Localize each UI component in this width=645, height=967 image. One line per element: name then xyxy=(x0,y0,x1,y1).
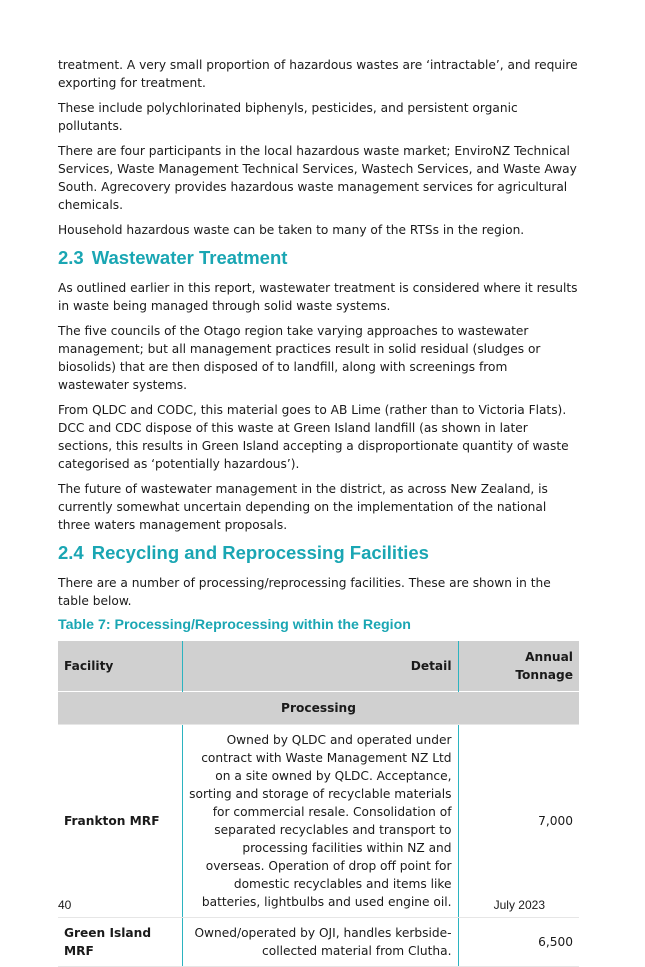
paragraph: The five councils of the Otago region take varying approaches to wastewater management; but all management practices result in solid residual (sludges or biosolids) that are then disposed of to landfill, along with screenings from wastewater systems. xyxy=(58,324,541,392)
detail-cell: Owned by QLDC and operated under contract with Waste Management NZ Ltd on a site owned by QLDC. Acceptance, sorting and storage of recyclable materials for commercial resale. Consolidation of separated recyclables and transport to processing facilities within NZ and overseas. Operation of drop off point for domestic recyclables and items like batteries, lightbulbs and used engine oil. xyxy=(182,725,458,918)
section-number: 2.3 xyxy=(58,247,84,268)
group-row xyxy=(58,692,579,725)
tonnage-cell: 6,500 xyxy=(458,918,579,967)
facility-cell: Green Island MRF xyxy=(58,918,182,967)
table-header-row xyxy=(58,641,579,692)
paragraph: From QLDC and CODC, this material goes to AB Lime (rather than to Victoria Flats). DCC and CDC dispose of this waste at Green Island landfill (as shown in later sections, this results in Green Island accepting a disproportionate quantity of waste categorised as ‘potentially hazardous’). xyxy=(58,403,569,471)
table-caption: Table 7: Processing/Reprocessing within the Region xyxy=(58,617,411,633)
page-number: 40 xyxy=(58,898,72,912)
section-heading-recycling xyxy=(58,542,582,564)
section-number: 2.4 xyxy=(58,542,84,563)
paragraph: Household hazardous waste can be taken to many of the RTSs in the region. xyxy=(58,223,525,237)
header-detail: Detail xyxy=(182,641,458,692)
footer-date: July 2023 xyxy=(493,898,545,912)
section-title: Wastewater Treatment xyxy=(91,247,288,268)
section-title: Recycling and Reprocessing Facilities xyxy=(91,542,429,563)
detail-cell: Owned/operated by OJI, handles kerbside-collected material from Clutha. xyxy=(182,918,458,967)
processing-table xyxy=(58,641,579,967)
group-label: Processing xyxy=(58,692,579,725)
table-row xyxy=(58,725,579,918)
page-content xyxy=(58,56,582,967)
facility-cell: Frankton MRF xyxy=(58,725,182,918)
paragraph: There are four participants in the local hazardous waste market; EnviroNZ Technical Services, Waste Management Technical Services, Wastech Services, and Waste Away South. Agrecovery provides hazardous waste management services for agricultural chemicals. xyxy=(58,144,577,212)
header-tonnage: Annual Tonnage xyxy=(458,641,579,692)
paragraph: There are a number of processing/reprocessing facilities. These are shown in the table below. xyxy=(58,576,551,608)
paragraph: These include polychlorinated biphenyls, pesticides, and persistent organic pollutants. xyxy=(58,101,518,133)
tonnage-cell: 7,000 xyxy=(458,725,579,918)
section-heading-wastewater xyxy=(58,247,582,269)
paragraph: As outlined earlier in this report, wastewater treatment is considered where it results in waste being managed through solid waste systems. xyxy=(58,281,578,313)
paragraph: treatment. A very small proportion of hazardous wastes are ‘intractable’, and require exporting for treatment. xyxy=(58,58,578,90)
header-facility: Facility xyxy=(58,641,182,692)
paragraph: The future of wastewater management in the district, as across New Zealand, is currently somewhat uncertain depending on the implementation of the national three waters management proposals. xyxy=(58,482,548,532)
table-row xyxy=(58,918,579,967)
